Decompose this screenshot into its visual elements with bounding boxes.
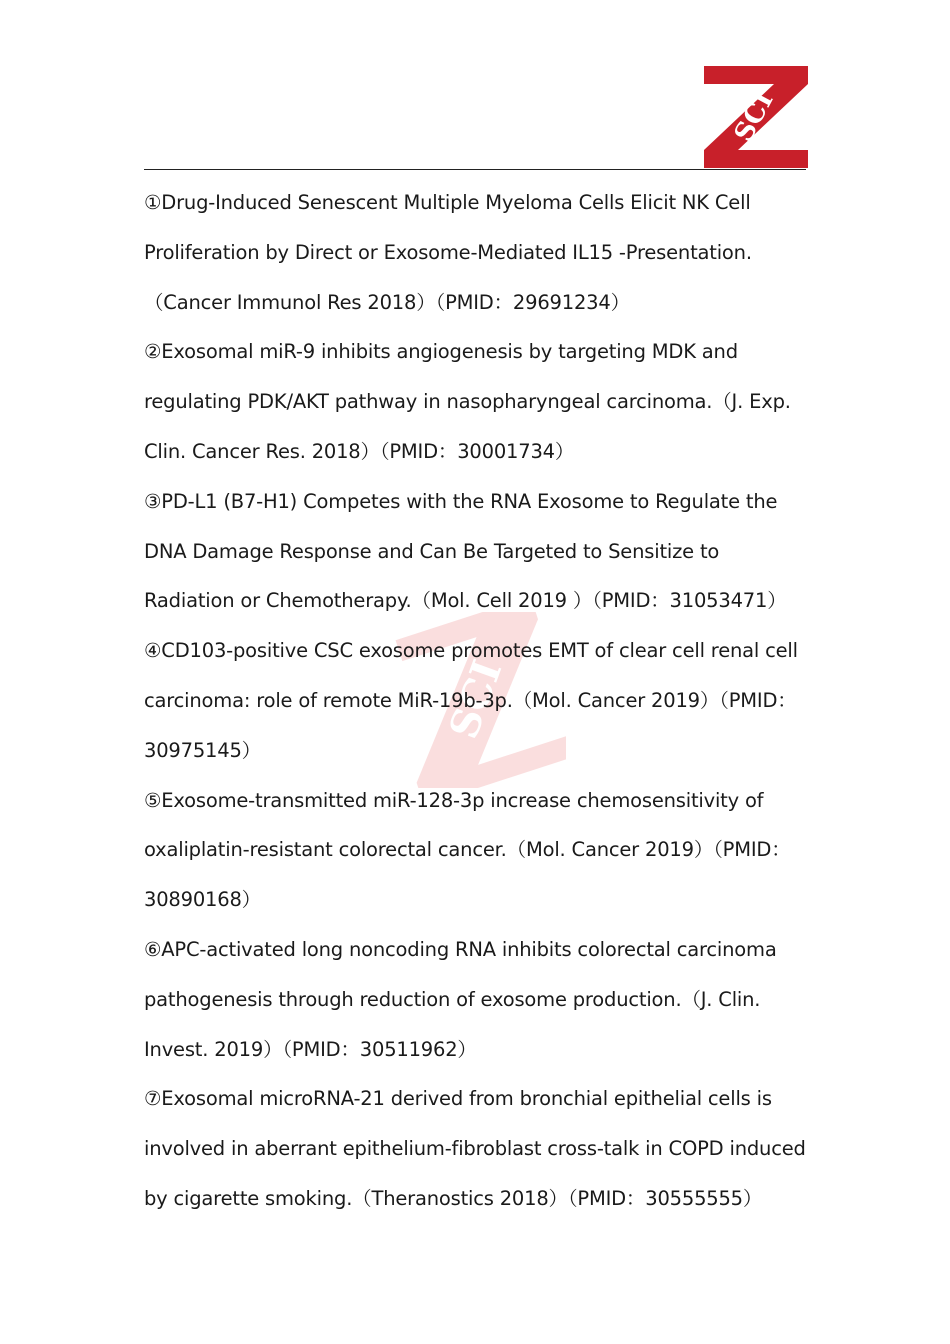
reference-number: ③ [144, 489, 162, 513]
reference-text: APC-activated long noncoding RNA inhibits colorectal carcinoma pathogenesis through reduction of exosome production.（J. Clin. Invest. 2019）（PMID：30511962） [144, 937, 777, 1061]
reference-number: ② [144, 340, 162, 364]
header-divider [144, 169, 806, 170]
reference-text: PD-L1 (B7-H1) Competes with the RNA Exosome to Regulate the DNA Damage Response and Can Be Targeted to Sensitize to Radiation or Chemotherapy.（Mol. Cell 2019 ）（PMID：31053471） [144, 489, 787, 613]
reference-number: ④ [144, 639, 162, 663]
reference-number: ⑥ [144, 937, 162, 961]
reference-text: Exosome-transmitted miR-128-3p increase chemosensitivity of oxaliplatin-resistant colorectal cancer.（Mol. Cancer 2019）（PMID：30890168） [144, 788, 791, 912]
reference-item [144, 477, 810, 626]
reference-item [144, 626, 810, 775]
reference-item [144, 327, 810, 476]
reference-list [144, 178, 810, 1224]
reference-number: ⑦ [144, 1087, 162, 1111]
reference-text: Exosomal miR-9 inhibits angiogenesis by targeting MDK and regulating PDK/AKT pathway in nasopharyngeal carcinoma.（J. Exp. Clin. Cancer Res. 2018）（PMID：30001734） [144, 340, 791, 463]
reference-text: CD103-positive CSC exosome promotes EMT of clear cell renal cell carcinoma: role of remote MiR-19b-3p.（Mol. Cancer 2019）（PMID：30975145） [144, 639, 798, 762]
sci-watermark-text: SCI [439, 654, 512, 745]
reference-number: ⑤ [144, 788, 162, 812]
sci-logo-text: SCI [728, 87, 780, 147]
reference-item [144, 776, 810, 925]
reference-number: ① [144, 191, 162, 214]
reference-text: Drug-Induced Senescent Multiple Myeloma Cells Elicit NK Cell Proliferation by Direct or Exosome-Mediated IL15 -Presentation.（Cancer Immunol Res 2018）（PMID：29691234） [144, 191, 752, 314]
reference-item [144, 178, 810, 327]
reference-text: Exosomal microRNA-21 derived from bronchial epithelial cells is involved in aberrant epithelium-fibroblast cross-talk in COPD induced by cigarette smoking.（Theranostics 2018）（PMID：30555555） [144, 1087, 806, 1210]
reference-item [144, 1074, 810, 1223]
sci-logo [704, 66, 808, 168]
reference-item [144, 925, 810, 1074]
